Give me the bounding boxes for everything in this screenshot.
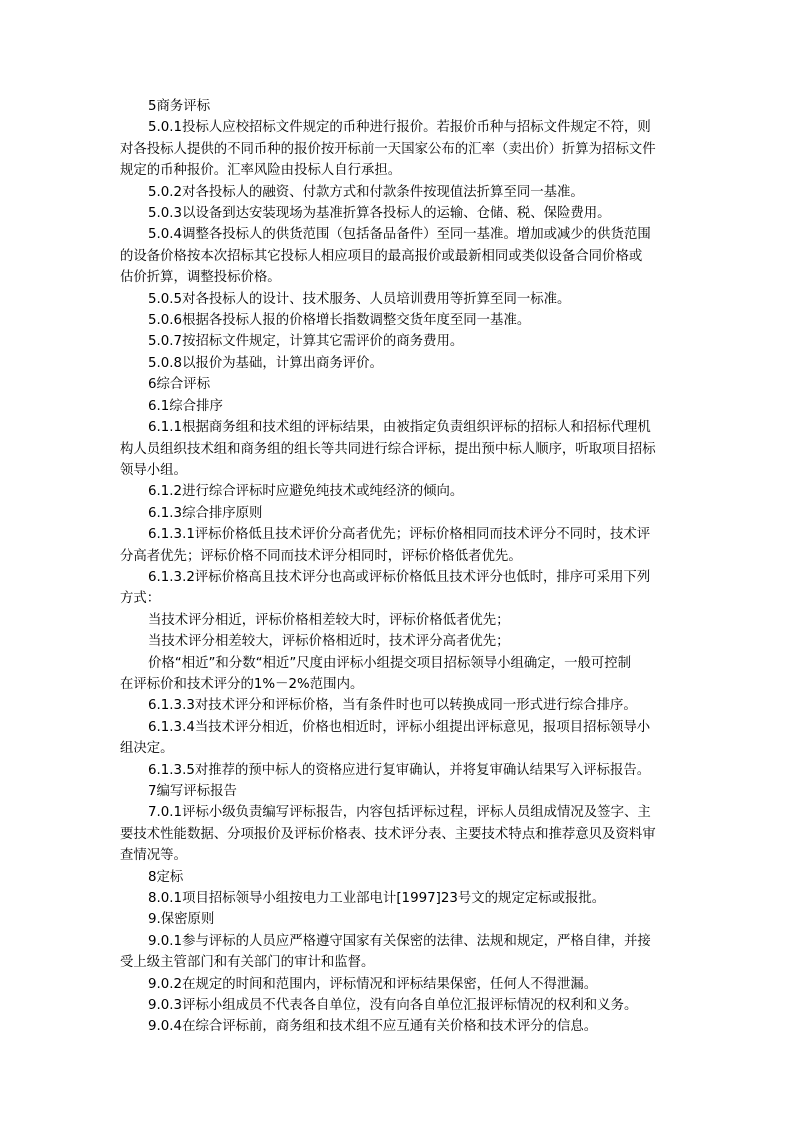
document-line: 5.0.5对各投标人的设计、技术服务、人员培训费用等折算至同一标准。	[148, 291, 571, 307]
document-line: 9.保密原则	[148, 912, 215, 928]
document-line: 5商务评标	[148, 99, 211, 114]
document-line: 5.0.6根据各投标人报的价格增长指数调整交货年度至同一基准。	[148, 313, 531, 329]
document-line: 规定的币种报价。汇率风险由投标人自行承担。	[120, 163, 402, 179]
document-line: 6.1.2进行综合评标时应避免纯技术或纯经济的倾向。	[148, 484, 464, 500]
document-line: 当技术评分相近，评标价格相差较大时，评标价格低者优先；	[148, 612, 510, 628]
document-line: 的设备价格按本次招标其它投标人相应项目的最高报价或最新相同或类似设备合同价格或	[120, 248, 643, 264]
document-line: 当技术评分相差较大，评标价格相近时，技术评分高者优先；	[148, 634, 510, 650]
document-line: 6综合评标	[148, 377, 211, 393]
document-line: 5.0.4调整各投标人的供货范围（包括备品备件）至同一基准。增加或减少的供货范围	[148, 227, 651, 243]
document-line: 5.0.3以设备到达安装现场为基准折算各投标人的运输、仓储、税、保险费用。	[148, 206, 611, 222]
document-line: 6.1.3.1评标价格低且技术评价分高者优先；评标价格相同而技术评分不同时，技术评	[148, 527, 651, 543]
document-line: 5.0.1投标人应校招标文件规定的币种进行报价。若报价币种与招标文件规定不符，则	[148, 120, 651, 136]
document-line: 7编写评标报告	[148, 784, 237, 799]
document-line: 价格“相近”和分数“相近”尺度由评标小组提交项目招标领导小组确定，一般可控制	[148, 655, 632, 671]
document-line: 7.0.1评标小级负责编写评标报告，内容包括评标过程，评标人员组成情况及签字、主	[148, 805, 651, 821]
document-line: 方式：	[120, 591, 161, 607]
document-line: 组决定。	[120, 741, 174, 757]
document-line: 分高者优先；评标价格不同而技术评分相同时，评标价格低者优先。	[120, 548, 522, 564]
document-line: 估价折算，调整投标价格。	[120, 270, 281, 286]
document-line: 要技术性能数据、分项报价及评标价格表、技术评分表、主要技术特点和推荐意贝及资料审	[120, 826, 656, 842]
document-body	[120, 96, 686, 1038]
document-line: 8.0.1项目招标领导小组按电力工业部电计[1997]23号文的规定定标或报批。	[148, 891, 606, 907]
document-line: 构人员组织技术组和商务组的组长等共同进行综合评标，提出预中标人顺序，听取项目招标	[120, 441, 656, 457]
document-line: 6.1.3.3对技术评分和评标价格，当有条件时也可以转换成同一形式进行综合排序。	[148, 698, 637, 714]
document-line: 受上级主管部门和有关部门的审计和监督。	[120, 955, 375, 971]
document-line: 对各投标人提供的不同币种的报价按开标前一天国家公布的汇率（卖出价）折算为招标文件	[120, 141, 656, 157]
document-line: 6.1.3.5对推荐的预中标人的资格应进行复审确认，并将复审确认结果写入评标报告。	[148, 762, 651, 778]
document-line: 9.0.4在综合评标前，商务组和技术组不应互通有关价格和技术评分的信息。	[148, 1019, 598, 1035]
document-line: 5.0.8以报价为基础，计算出商务评价。	[148, 355, 383, 371]
document-line: 5.0.7按招标文件规定，计算其它需评价的商务费用。	[148, 334, 464, 350]
document-line: 5.0.2对各投标人的融资、付款方式和付款条件按现值法折算至同一基准。	[148, 184, 584, 200]
document-line: 6.1.3.4当技术评分相近，价格也相近时，评标小组提出评标意见，报项目招标领导小	[148, 719, 651, 735]
document-line: 9.0.3评标小组成员不代表各自单位，没有向各自单位汇报评标情况的权利和义务。	[148, 998, 638, 1014]
document-line: 6.1.3.2评标价格高且技术评分也高或评标价格低且技术评分也低时，排序可采用下列	[148, 569, 651, 585]
document-line: 在评标价和技术评分的1%－2%范围内。	[120, 676, 364, 692]
document-line: 6.1.1根据商务组和技术组的评标结果，由被指定负责组织评标的招标人和招标代理机	[148, 420, 651, 436]
document-line: 8定标	[148, 869, 184, 885]
document-line: 6.1综合排序	[148, 398, 223, 414]
document-line: 查情况等。	[120, 848, 187, 864]
document-line: 领导小组。	[120, 462, 187, 478]
document-line: 6.1.3综合排序原则	[148, 505, 263, 521]
document-line: 9.0.2在规定的时间和范围内，评标情况和评标结果保密，任何人不得泄漏。	[148, 976, 598, 992]
document-line: 9.0.1参与评标的人员应严格遵守国家有关保密的法律、法规和规定，严格自律，并接	[148, 933, 651, 949]
